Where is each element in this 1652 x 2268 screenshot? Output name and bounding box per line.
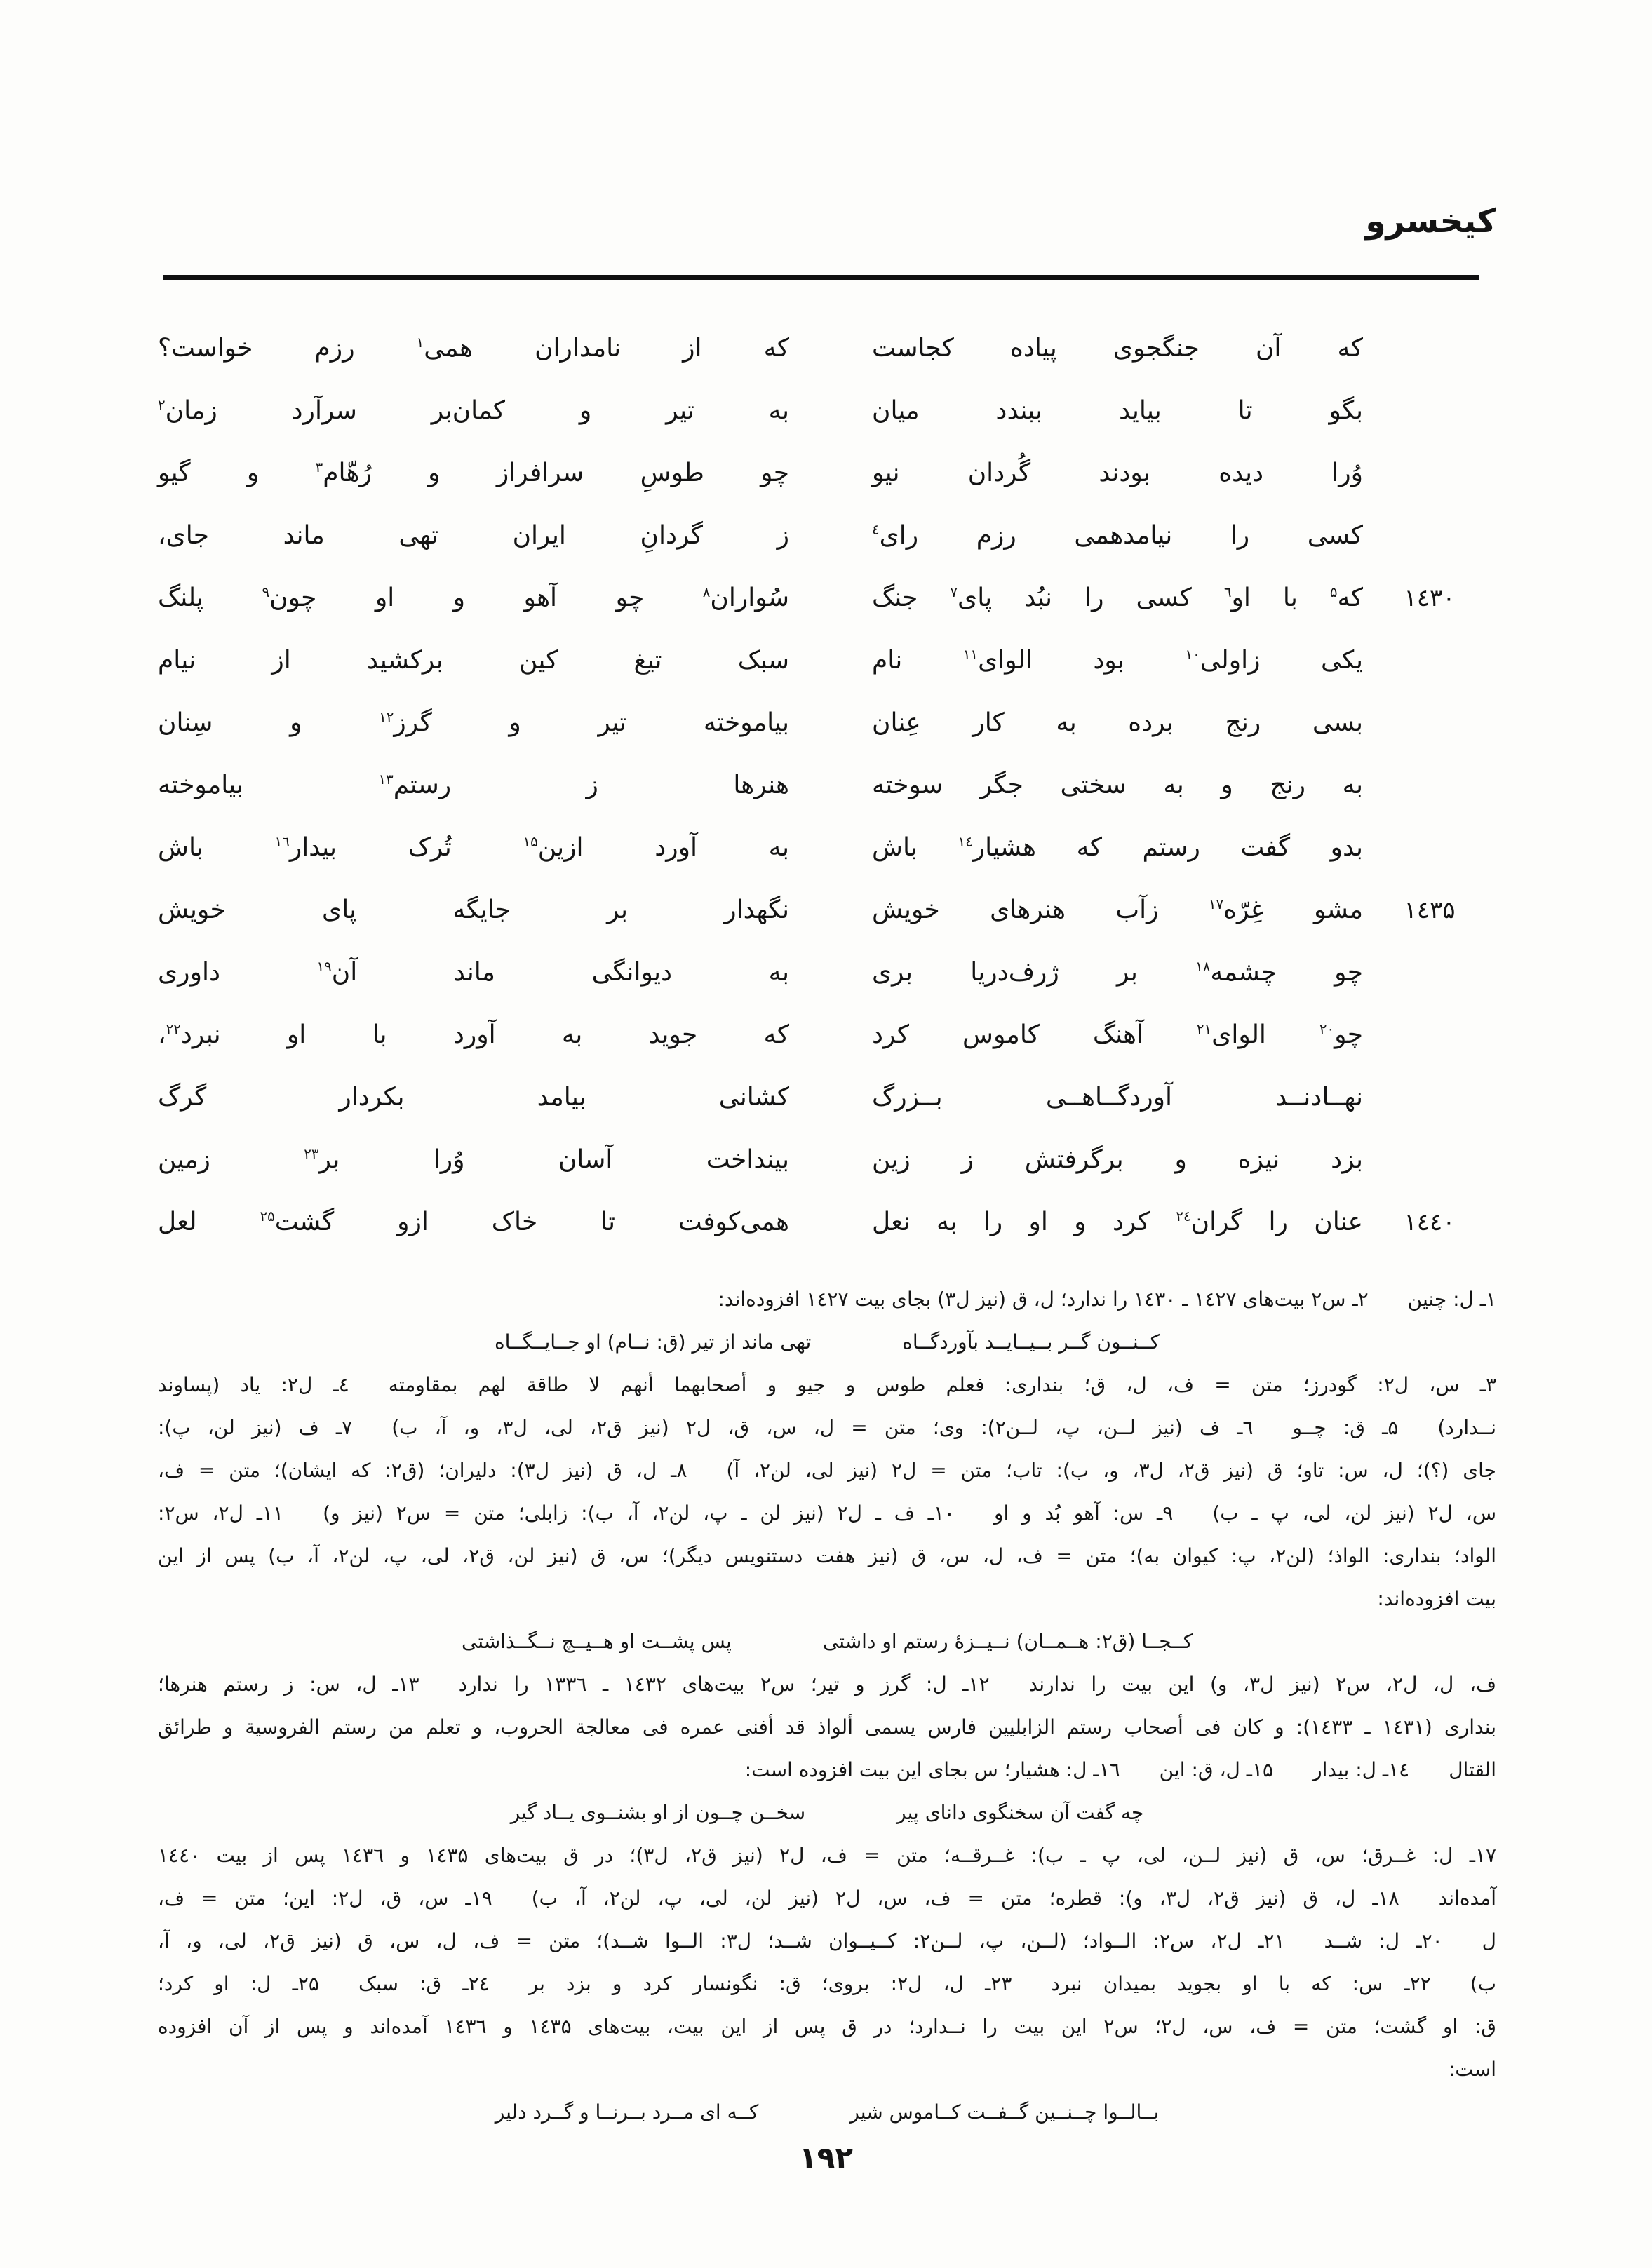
variant-marker: ١ — [416, 335, 424, 351]
hemistich-text: چو طوسِ سرافراز و رُهّام — [323, 459, 790, 487]
hemistich-text: چو آهو و او چون — [269, 583, 703, 612]
hemistich-text: به رنج و به سختی جگر سوخته — [872, 771, 1363, 799]
footnote-line: ١ـ ل: چنین ٢ـ س٢ بیت‌های ١٤٢٧ ـ ١٤٣٠ را ندارد؛ ل، ق (نیز ل٣) بجای بیت ١٤٢٧ افزوده‌اند: — [718, 1288, 1496, 1311]
footnote-line: س، ل٢ (نیز لن، لی، پ ـ ب) ٩ـ س: آهو بُد و او ١٠ـ ف ـ ل٢ (نیز لن ـ پ، لن٢، آ، ب): زابلی؛ متن = س٢ (نیز و) ١١ـ ل٢، س٢: — [158, 1501, 1497, 1525]
footnote-verse-second-hemistich: سخــن چــون از او بشنــوی یــاد گیر — [510, 1801, 806, 1824]
couplet-row — [158, 1066, 1496, 1128]
footnote-verse-first-hemistich: بــالــوا چــنــین گــفــت کــاموس شیر — [849, 2100, 1160, 2124]
variant-marker: ٢٤ — [1176, 1208, 1191, 1224]
variant-marker: ١٧ — [1208, 896, 1224, 912]
footnote-line: ٣ـ س، ل٢: گودرز؛ متن = ف، ل، ق؛ بنداری: فعلم طوس و جیو و أصحابهما أنهم لا طاقة لهم بمقاومته ٤ـ ل٢: یاد (پساوند — [158, 1373, 1496, 1396]
second-hemistich — [158, 771, 789, 799]
footnote-verse-first-hemistich: کــنــون گــر بــیــایــد بآوردگــاه — [902, 1330, 1160, 1354]
hemistich-text: مشو غِرّه — [1223, 896, 1363, 924]
footnote-line: بیت افزوده‌اند: — [1377, 1587, 1496, 1610]
hemistich-text: نام — [872, 646, 963, 675]
hemistich-text: ، — [158, 1020, 166, 1049]
first-hemistich — [872, 459, 1363, 487]
hemistich-text: سُواران — [710, 583, 789, 612]
header-rule — [163, 275, 1479, 280]
footnote-line: آمده‌اند ١٨ـ ل، ق (نیز ق٢، ل٣، و): قطره؛ متن = ف، س، ل٢ (نیز لن، لی، پ، لن٢، آ، ب) ١٩ـ س، ق، ل٢: این؛ متن = ف، — [158, 1886, 1497, 1910]
hemistich-text: زآب هنرهای خویش — [872, 896, 1209, 924]
variant-marker: ١٢ — [379, 709, 394, 725]
variant-marker: ٩ — [262, 584, 270, 600]
variant-marker: ١٤ — [958, 834, 973, 850]
hemistich-text: و سِنان — [158, 708, 380, 737]
couplet-row — [158, 504, 1496, 567]
hemistich-text: که — [1337, 583, 1363, 612]
hemistich-text: که از نامداران همی — [424, 334, 790, 363]
hemistich-text: کسی را نیامدهمی رزم رای — [879, 521, 1363, 550]
footnote-verse — [158, 1620, 1496, 1663]
hemistich-text: داوری — [158, 958, 317, 987]
footnote-verse-second-hemistich: کــه ای مــرد بــرنــا و گــرد دلیر — [495, 2100, 759, 2124]
hemistich-text: باش — [872, 833, 958, 862]
variant-marker: ٢١ — [1196, 1021, 1212, 1037]
first-hemistich — [872, 646, 1363, 675]
variant-marker: ٢٠ — [1319, 1021, 1335, 1037]
variant-marker: ۵ — [1329, 584, 1338, 600]
couplet-row — [158, 567, 1496, 629]
footnote-line: ف، ل، ل٢، س٢ (نیز ل٣، و) این بیت را ندارند ١٢ـ ل: گرز و تیر؛ س٢ بیت‌های ١٤٣٢ ـ ١٣٣٦ را ندارد ١٣ـ ل، س: ز رستم هنرها؛ — [158, 1673, 1497, 1696]
first-hemistich — [872, 334, 1363, 363]
footnote-line: ل ٢٠ـ ل: شــد ٢١ـ ل٢، س٢: الــواد؛ (لــن، پ، لــن٢: کــیــوان شــد؛ ل٣: الــوا شــد)؛ متن = ف، ل، س، ق (نیز ق٢، لی، و، آ، — [158, 1929, 1497, 1952]
second-hemistich — [158, 1145, 789, 1174]
first-hemistich — [872, 1208, 1363, 1236]
footnote-verse — [158, 2091, 1496, 2133]
variant-marker: ٦ — [1223, 584, 1232, 600]
hemistich-text: به آورد ازین — [537, 833, 789, 862]
hemistich-text: بسی رنج برده به کار عِنان — [872, 708, 1363, 737]
hemistich-text: که جوید به آورد با او نبرد — [180, 1020, 789, 1049]
verse-number: ١٤٤٠ — [1404, 1208, 1456, 1236]
second-hemistich — [158, 334, 789, 363]
couplet-row — [158, 816, 1496, 879]
hemistich-text: به تیر و کمان‌بر سرآرد زمان — [165, 396, 789, 425]
second-hemistich — [158, 896, 789, 924]
couplet-row — [158, 691, 1496, 754]
hemistich-text: کشانی بیامد بکردار گرگ — [158, 1083, 789, 1112]
couplet-row — [158, 379, 1496, 442]
hemistich-text: بدو گفت رستم که هشیار — [972, 833, 1363, 862]
couplet-row — [158, 1128, 1496, 1191]
couplet-row — [158, 941, 1496, 1004]
couplet-row — [158, 1004, 1496, 1066]
first-hemistich — [872, 771, 1363, 799]
footnote-verse-first-hemistich: کــجــا (ق٢: هــمــان) نــیــزۀ رستم او داشتی — [822, 1630, 1193, 1653]
footnote-line: جای (؟)؛ ل، س: تاو؛ ق (نیز ق٢، ل٣، و، ب): تاب؛ متن = ل٢ (نیز لی، لن٢، آ) ٨ـ ل، ق (نیز ل٣): دلیران؛ (ق٢: که ایشان)؛ متن = ف، — [158, 1459, 1496, 1482]
variant-marker: ٢۵ — [260, 1208, 275, 1224]
variant-marker: ٧ — [950, 584, 958, 600]
footnote-verse-second-hemistich: پس پشــت او هــیــچ نــگــذاشتی — [461, 1630, 732, 1653]
first-hemistich — [872, 1083, 1363, 1112]
hemistich-text: رزم خواست؟ — [158, 334, 417, 363]
hemistich-text: کسی را نبُد پای — [958, 583, 1224, 612]
variant-marker: ١٣ — [378, 771, 394, 788]
variant-marker: ١١ — [962, 647, 979, 663]
hemistich-text: لعل — [158, 1208, 260, 1236]
variant-marker: ٢ — [158, 397, 166, 413]
second-hemistich — [158, 958, 789, 987]
first-hemistich — [872, 896, 1363, 924]
hemistich-text: پلنگ — [158, 583, 262, 612]
couplet-row — [158, 629, 1496, 691]
footnote-verse — [158, 1791, 1496, 1834]
hemistich-text: جنگ — [872, 583, 951, 612]
couplet-row — [158, 317, 1496, 379]
first-hemistich — [872, 1145, 1363, 1174]
hemistich-text: بود الوای — [978, 646, 1186, 675]
hemistich-text: ز گردانِ ایران تهی ماند جای، — [158, 521, 789, 550]
variant-marker: ٢٢ — [166, 1021, 181, 1037]
hemistich-text: یکی زاولی — [1200, 646, 1363, 675]
variant-marker: ٣ — [315, 459, 323, 475]
hemistich-text: چو چشمه — [1210, 958, 1363, 987]
second-hemistich — [158, 521, 789, 550]
hemistich-text: با او — [1231, 583, 1330, 612]
hemistich-text: الوای — [1211, 1020, 1319, 1049]
footnote-line: ١٧ـ ل: غــرق؛ س، ق (نیز لــن، لی، پ ـ ب): غــرقــه؛ متن = ف، ل٢ (نیز ق٢، ل٣)؛ در ق بیت‌های ١٤٣۵ و ١٤٣٦ پس از بیت ١٤٤٠ — [158, 1844, 1497, 1867]
second-hemistich — [158, 583, 789, 612]
variant-marker: ١٩ — [316, 959, 332, 975]
second-hemistich — [158, 833, 789, 862]
hemistich-text: بیاموخته — [158, 771, 379, 799]
hemistich-text: بینداخت آسان وُرا بر — [318, 1145, 789, 1174]
first-hemistich — [872, 396, 1363, 425]
hemistich-text: نگهدار بر جایگه پای خویش — [158, 896, 789, 924]
footnote-line: القتال ١٤ـ ل: بیدار ١۵ـ ل، ق: این ١٦ـ ل: هشیار؛ س بجای این بیت افزوده است: — [744, 1758, 1496, 1781]
verse-number: ١٤٣٠ — [1404, 583, 1456, 612]
couplet-row — [158, 754, 1496, 816]
hemistich-text: چو — [1334, 1020, 1363, 1049]
first-hemistich — [872, 708, 1363, 737]
footnote-line: الواد؛ بنداری: الواذ؛ (لن٢، پ: کیوان به)؛ متن = ف، ل، س، ق (نیز هفت دستنویس دیگر)؛ س، ق (نیز لن، ق٢، لی، پ، لن٢، آ، ب) پس از این — [158, 1544, 1497, 1567]
footnote-line: است: — [1448, 2058, 1496, 2081]
hemistich-text: همی‌کوفت تا خاک ازو گشت — [274, 1208, 789, 1236]
hemistich-text: کرد و او را به نعل — [872, 1208, 1176, 1236]
footnote-verse — [158, 1321, 1496, 1363]
second-hemistich — [158, 1083, 789, 1112]
couplet-row — [158, 1191, 1496, 1253]
variant-marker: ١٦ — [274, 834, 290, 850]
hemistich-text: باش — [158, 833, 275, 862]
first-hemistich — [872, 521, 1363, 550]
footnote-line: ق: او گشت؛ متن = ف، س، ل٢؛ س٢ این بیت را نــدارد؛ در ق پس از این بیت، بیت‌های ١٤٣۵ و ١٤٣٦ آمده‌اند و پس از آن افزوده — [158, 2015, 1497, 2038]
second-hemistich — [158, 646, 789, 675]
first-hemistich — [872, 833, 1363, 862]
footnote-verse-second-hemistich: تهی ماند از تیر (ق: نــام) او جــایــگــاه — [495, 1330, 812, 1354]
hemistich-text: آهنگ کاموس کرد — [872, 1020, 1197, 1049]
variant-marker: ٤ — [872, 522, 880, 538]
footnote-line: نــدارد) ۵ـ ق: چــو ٦ـ ف (نیز لــن، پ، لــن٢): وی؛ متن = ل، س، ق، ل٢ (نیز ق٢، لی، ل٣، و، آ، ب) ٧ـ ف (نیز لن، پ): — [158, 1416, 1496, 1439]
first-hemistich — [872, 958, 1363, 987]
variant-marker: ١۵ — [523, 834, 538, 850]
page-title: کیخسرو — [1365, 202, 1496, 241]
hemistich-text: بزد نیزه و برگرفتش ز زین — [872, 1145, 1363, 1174]
variant-marker: ١٠ — [1185, 647, 1200, 663]
footnote-verse-first-hemistich: چه گفت آن سخنگوی دانای پیر — [896, 1801, 1144, 1824]
hemistich-text: به دیوانگی ماند آن — [331, 958, 789, 987]
second-hemistich — [158, 396, 789, 425]
verse-number: ١٤٣۵ — [1404, 896, 1456, 924]
hemistich-text: نهــادنــد آوردگــاهــی بــزرگ — [872, 1083, 1363, 1112]
hemistich-text: که آن جنگجوی پیاده کجاست — [872, 334, 1363, 363]
first-hemistich — [872, 583, 1363, 612]
first-hemistich — [872, 1020, 1363, 1049]
couplet-row — [158, 442, 1496, 504]
variant-marker: ٨ — [702, 584, 711, 600]
hemistich-text: بر ژرف‌دریا بری — [872, 958, 1196, 987]
hemistich-text: سبک تیغ کین برکشید از نیام — [158, 646, 789, 675]
hemistich-text: و گیو — [158, 459, 316, 487]
variant-marker: ١٨ — [1195, 959, 1211, 975]
footnotes — [158, 1278, 1496, 2133]
second-hemistich — [158, 708, 789, 737]
variant-marker: ٢٣ — [304, 1146, 319, 1162]
hemistich-text: هنرها ز رستم — [393, 771, 789, 799]
couplet-row — [158, 879, 1496, 941]
footnote-line: بنداری (١٤٣١ ـ ١٤٣٣): و کان فی أصحاب رستم الزابلیین فارس یسمی ألواذ قد أفنی عمره فی معالجة الحروب، و تعلم من رستم الفروسیة و طرائق — [158, 1715, 1496, 1739]
hemistich-text: بیاموخته تیر و گرز — [394, 708, 789, 737]
poem — [158, 317, 1496, 1253]
hemistich-text: بگو تا بیاید ببندد میان — [872, 396, 1363, 425]
page-number: ١٩٢ — [799, 2140, 853, 2175]
second-hemistich — [158, 459, 789, 487]
second-hemistich — [158, 1208, 789, 1236]
hemistich-text: عنان را گران — [1190, 1208, 1363, 1236]
hemistich-text: تُرک بیدار — [289, 833, 523, 862]
footnote-line: ب) ٢٢ـ س: که با او بجوید بمیدان نبرد ٢٣ـ ل، ل٢: بروی؛ ق: نگونسار کرد و بزد بر ٢٤ـ ق: سبک ٢۵ـ ل: او کرد؛ — [158, 1972, 1496, 1995]
hemistich-text: زمین — [158, 1145, 304, 1174]
second-hemistich — [158, 1020, 789, 1049]
hemistich-text: وُرا دیده بودند گُردان نیو — [872, 459, 1363, 487]
